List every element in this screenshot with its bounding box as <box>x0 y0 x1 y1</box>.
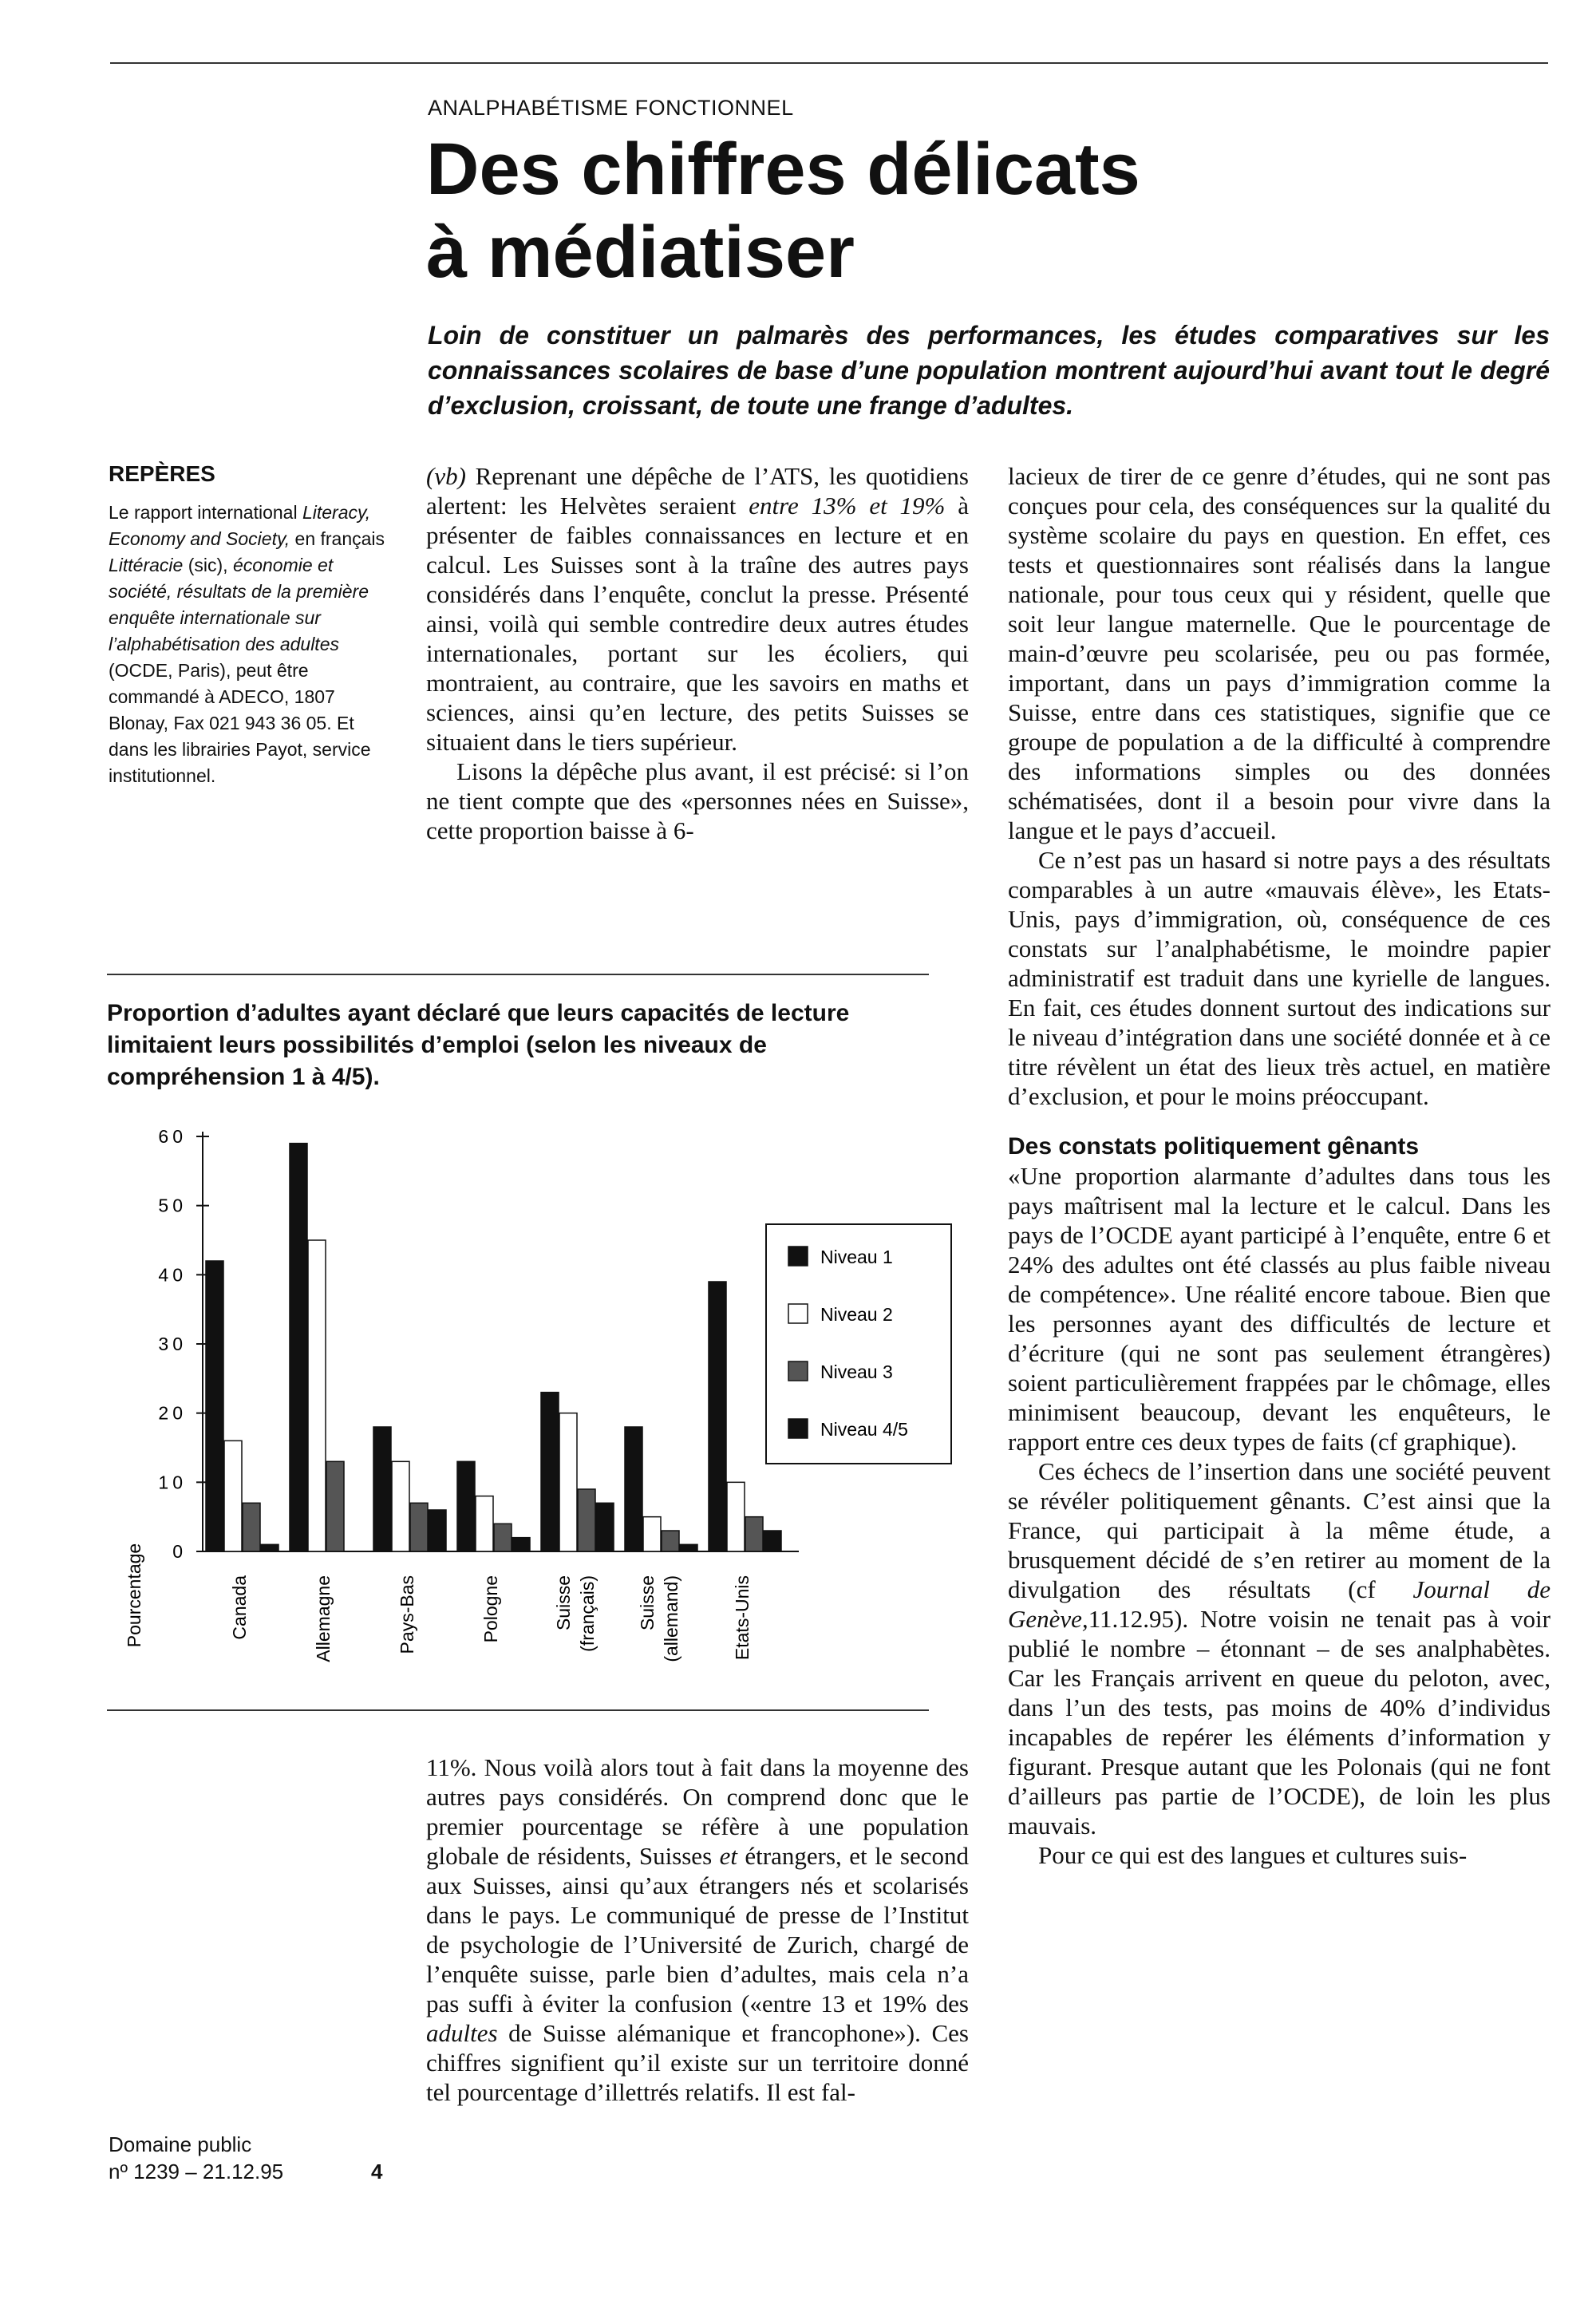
y-tick-label: 60 <box>158 1126 187 1147</box>
legend-label: Niveau 2 <box>820 1304 893 1325</box>
bar-chart <box>107 1109 953 1708</box>
bar-1 <box>206 1261 223 1551</box>
bar-3 <box>662 1531 679 1551</box>
text-run: Ces échecs de l’insertion dans une société peuvent se révéler politiquement gênants. C’est ainsi que la France, qui participait à la même étude, a brusquement décidé de s’en retirer au moment de la divulgation des résultats (cf <box>1008 1457 1551 1603</box>
article-headline <box>426 128 1144 294</box>
text-run: étrangers, et le second aux Suisses, ainsi qu’aux étrangers nés et scolarisés dans le pays. Le communiqué de presse de l’Institut de psychologie de l’Université de Zurich, chargé de l’enquête suisse, parle bien d’adultes, mais cela n’a pas suffi à éviter la confusion («entre 13 et 19% des <box>426 1842 969 2017</box>
reperes-text-3: (sic), <box>183 555 233 575</box>
article-kicker: ANALPHABÉTISME FONCTIONNEL <box>428 96 794 120</box>
bar-1 <box>625 1427 642 1551</box>
category-label: Suisse <box>637 1575 658 1631</box>
page-number: 4 <box>371 2160 383 2183</box>
bar-2 <box>392 1461 409 1551</box>
bar-3 <box>326 1461 344 1551</box>
category-label: Pays-Bas <box>397 1575 417 1654</box>
bar-1 <box>457 1461 475 1551</box>
bar-3 <box>578 1489 595 1551</box>
category-label: Canada <box>229 1575 250 1640</box>
bar-4 <box>596 1503 614 1551</box>
reperes-subtitle: économie et société, résultats de la première enquête internationale sur l’alphabétisation des adultes <box>109 555 369 654</box>
legend-swatch <box>788 1304 808 1323</box>
paragraph: «Une proportion alarmante d’adultes dans tous les pays maîtrisent mal la lecture et le calcul. Dans les pays de l’OCDE ayant participé à l’enquête, entre 6 et 24% des adultes ont été classés au plus faible niveau de compétence». Une réalité encore taboue. Bien que les personnes ayant des difficultés de lecture et d’écriture (qui ne sont pas seulement étrangères) soient particulièrement frappées par le chômage, elles minimisent beaucoup, devant les enquêteurs, le rapport entre ces deux types de faits (cf graphique). <box>1008 1162 1551 1456</box>
y-axis-label: Pourcentage <box>124 1543 144 1648</box>
text-run: à présenter de faibles connaissances en lecture et en calcul. Les Suisses sont à la traîne des autres pays considérés dans l’enquête, conclut la presse. Présenté ainsi, voilà qui semble contredire deux autres études internationales, portant sur les écoliers, qui montraient, au contraire, que les savoirs en maths et sciences, ainsi qu’en lecture, des petits Suisses se situaient dans le tiers supérieur. <box>426 492 969 756</box>
category-label: Pologne <box>480 1575 501 1643</box>
section-subhead: Des constats politiquement gênants <box>1008 1133 1420 1160</box>
category-label: Suisse <box>553 1575 574 1631</box>
category-label: (allemand) <box>661 1575 681 1662</box>
chart-title: Proportion d’adultes ayant déclaré que leurs capacités de lecture limitaient leurs possibilités d’emploi (selon les niveaux de compréhension 1 à 4/5). <box>107 1000 850 1090</box>
bar-4 <box>764 1531 781 1551</box>
chart-rule-top <box>107 974 929 975</box>
bar-1 <box>709 1282 726 1551</box>
text-run: Reprenant une dépêche de l’ATS, les quotidiens alertent: les Helvètes seraient <box>426 462 969 520</box>
paragraph: Ce n’est pas un hasard si notre pays a des résultats comparables à un autre «mauvais élève», les Etats-Unis, pays d’immigration, où, conséquence de ces constats sur l’analphabétisme, le moindre papier administratif est traduit dans une kyrielle de langues. En fait, ces études donnent surtout des indications sur le niveau d’intégration dans une société donnée et à ce titre révèlent un état des lieux très actuel, en matière d’exclusion, et pour le moins préoccupant. <box>1008 846 1551 1110</box>
bar-3 <box>243 1503 260 1551</box>
legend-label: Niveau 1 <box>820 1247 893 1267</box>
chart-rule-bottom <box>107 1709 929 1711</box>
author-initials: (vb) <box>426 462 466 490</box>
bar-2 <box>476 1496 493 1551</box>
bar-3 <box>494 1523 512 1551</box>
reperes-box <box>109 461 388 789</box>
y-tick-label: 50 <box>158 1195 187 1216</box>
headline-line-2: à médiatiser <box>426 211 855 293</box>
bar-1 <box>541 1393 559 1551</box>
reperes-text-4: (OCDE, Paris), peut être commandé à ADECO, 1807 Blonay, Fax 021 943 36 05. Et dans les librairies Payot, service institutionnel. <box>109 660 371 786</box>
reperes-book-title: Literacy, Economy and Society, <box>109 502 371 549</box>
text-run-italic: entre 13% et 19% <box>749 492 946 520</box>
bar-1 <box>290 1144 307 1551</box>
bar-4 <box>261 1544 279 1551</box>
legend-swatch <box>788 1247 808 1266</box>
column-2-bottom <box>426 1753 969 2107</box>
text-run-italic: adultes <box>426 2019 498 2047</box>
text-run: 11.12.95). Notre voisin ne tenait pas à voir publié le nombre – étonnant – de ses analphabètes. Car les Français arrivent en queue du peloton, avec, dans l’un des tests, pas moins de 40% d’individus incapables de repérer les éléments d’information y figurant. Presque autant que les Polonais (qui ne font d’ailleurs pas partie de l’OCDE), de loin les plus mauvais. <box>1008 1605 1551 1840</box>
column-3 <box>1008 461 1551 1870</box>
bar-4 <box>429 1510 446 1551</box>
category-label: Allemagne <box>313 1575 334 1662</box>
publication-footer <box>109 2131 283 2185</box>
text-run: 11%. Nous voilà alors tout à fait dans la moyenne des autres pays considérés. On comprend donc que le premier pourcentage se réfère à une population globale de résidents, Suisses <box>426 1753 969 1870</box>
bar-2 <box>559 1413 577 1551</box>
bar-3 <box>745 1517 763 1551</box>
bar-2 <box>643 1517 661 1551</box>
paragraph: Lisons la dépêche plus avant, il est précisé: si l’on ne tient compte que des «personnes nées en Suisse», cette proportion baisse à 6- <box>426 757 969 844</box>
bar-2 <box>727 1482 745 1551</box>
y-tick-label: 10 <box>158 1472 187 1493</box>
y-tick-label: 20 <box>158 1402 187 1424</box>
bar-1 <box>373 1427 391 1551</box>
y-tick-label: 40 <box>158 1264 187 1286</box>
bar-2 <box>224 1440 242 1551</box>
reperes-body <box>109 500 388 789</box>
legend-label: Niveau 3 <box>820 1361 893 1382</box>
y-tick-label: 30 <box>158 1334 187 1354</box>
legend-swatch <box>788 1361 808 1381</box>
reperes-title: REPÈRES <box>109 461 215 486</box>
legend-swatch <box>788 1419 808 1438</box>
paragraph <box>426 1753 969 2107</box>
reperes-text-2: en français <box>290 528 385 549</box>
paragraph <box>426 461 969 757</box>
category-label: (français) <box>577 1575 598 1652</box>
bar-3 <box>410 1503 428 1551</box>
legend-label: Niveau 4/5 <box>820 1419 908 1440</box>
publication-name: Domaine public <box>109 2132 252 2156</box>
bar-4 <box>512 1538 530 1551</box>
top-rule <box>110 62 1548 64</box>
text-run: de Suisse alémanique et francophone»). Ces chiffres signifient qu’il existe sur un territoire donné tel pourcentage d’illettrés relatifs. Il est fal- <box>426 2019 969 2106</box>
bar-4 <box>680 1544 697 1551</box>
issue-number: nº 1239 – 21.12.95 <box>109 2160 284 2183</box>
headline-line-1: Des chiffres délicats <box>426 128 1140 210</box>
y-tick-label: 0 <box>172 1541 187 1562</box>
category-label: Etats-Unis <box>732 1575 753 1661</box>
article-lead: Loin de constituer un palmarès des performances, les études comparatives sur les connaissances scolaires de base d’une population montrent aujourd’hui avant tout le degré d’exclusion, croissant, de toute une frange d’adultes. <box>428 321 1550 420</box>
text-run-italic: et <box>719 1842 737 1870</box>
text-run-italic: Journal de Genève, <box>1008 1575 1551 1633</box>
reperes-text-1: Le rapport international <box>109 502 298 523</box>
reperes-translated-title: Littéracie <box>109 555 184 575</box>
column-2-top <box>426 461 969 845</box>
paragraph <box>1008 1456 1551 1840</box>
paragraph: Pour ce qui est des langues et cultures suis- <box>1038 1841 1468 1869</box>
bar-2 <box>308 1240 326 1551</box>
paragraph: lacieux de tirer de ce genre d’études, qui ne sont pas conçues pour cela, des conséquences sur la qualité du système scolaire du pays en question. En effet, ces tests et questionnaires sont réalisés dans la langue nationale, pour tous ceux qui y résident, quelle que soit leur langue maternelle. Que le pourcentage de main-d’œuvre peu scolarisée, peu ou pas formée, important, dans un pays d’immigration comme la Suisse, entre dans ces statistiques, signifie que ce groupe de population a de la difficulté à comprendre des informations simples ou des données schématisées, dont il a besoin pour vivre dans la langue et le pays d’accueil. <box>1008 462 1551 844</box>
